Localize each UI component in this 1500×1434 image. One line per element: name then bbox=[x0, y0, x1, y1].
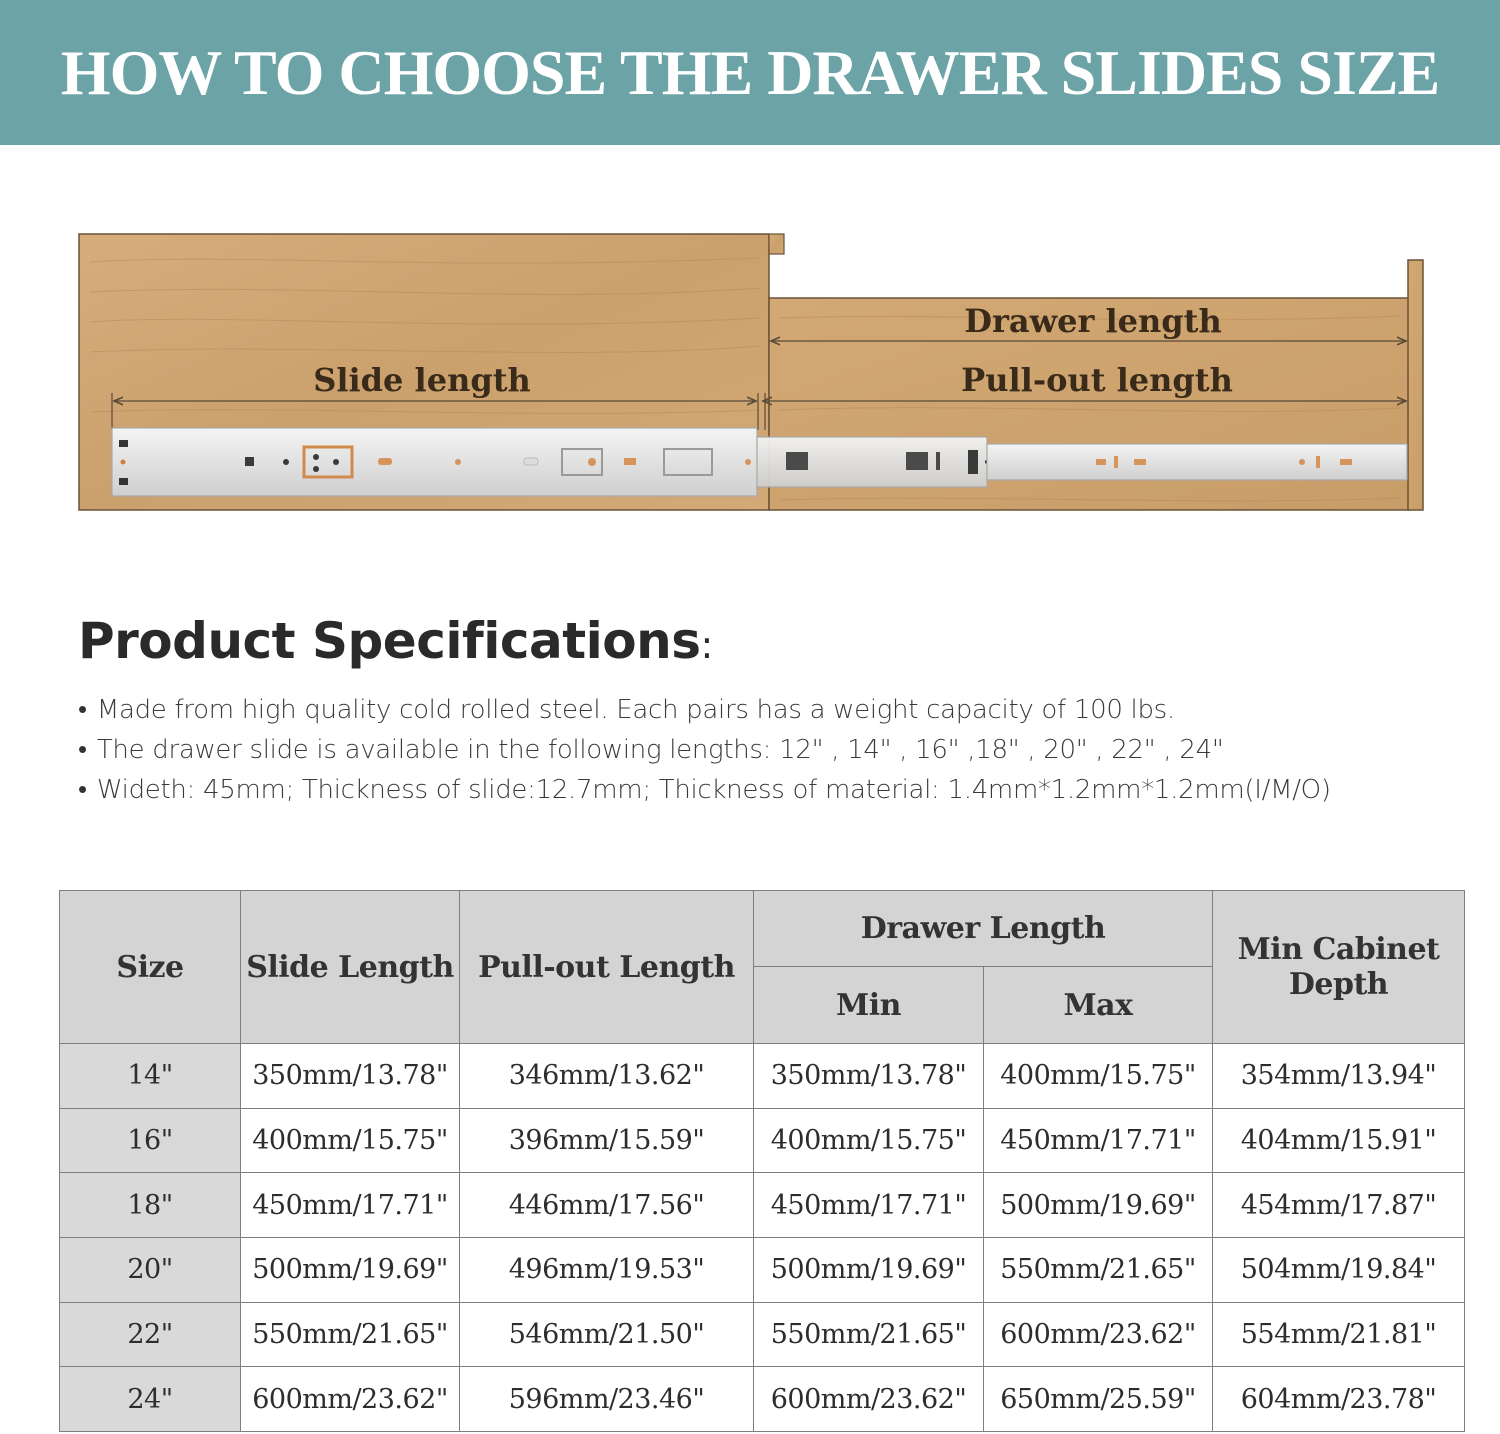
specifications-title: Product Specifications: bbox=[78, 612, 713, 670]
cell-slide-length: 550mm/21.65" bbox=[241, 1302, 460, 1367]
cell-drawer-max: 400mm/15.75" bbox=[984, 1044, 1213, 1109]
cell-drawer-max: 450mm/17.71" bbox=[984, 1108, 1213, 1173]
cell-cabinet-depth: 454mm/17.87" bbox=[1213, 1173, 1465, 1238]
cell-slide-length: 350mm/13.78" bbox=[241, 1044, 460, 1109]
drawer-front bbox=[1408, 260, 1423, 510]
header-max: Max bbox=[984, 967, 1213, 1044]
header-pullout-length: Pull-out Length bbox=[460, 891, 754, 1044]
cell-slide-length: 400mm/15.75" bbox=[241, 1108, 460, 1173]
cell-size: 20" bbox=[60, 1237, 241, 1302]
cell-drawer-min: 400mm/15.75" bbox=[754, 1108, 984, 1173]
cell-drawer-min: 550mm/21.65" bbox=[754, 1302, 984, 1367]
cell-drawer-min: 450mm/17.71" bbox=[754, 1173, 984, 1238]
cell-cabinet-depth: 404mm/15.91" bbox=[1213, 1108, 1465, 1173]
header-min: Min bbox=[754, 967, 984, 1044]
cell-drawer-min: 500mm/19.69" bbox=[754, 1237, 984, 1302]
cell-pullout-length: 446mm/17.56" bbox=[460, 1173, 754, 1238]
cell-pullout-length: 596mm/23.46" bbox=[460, 1367, 754, 1432]
cell-cabinet-depth: 504mm/19.84" bbox=[1213, 1237, 1465, 1302]
pullout-length-label: Pull-out length bbox=[961, 361, 1233, 399]
table-row bbox=[60, 1302, 1465, 1367]
table-row bbox=[60, 1044, 1465, 1109]
cell-cabinet-depth: 354mm/13.94" bbox=[1213, 1044, 1465, 1109]
specifications-list bbox=[78, 690, 1331, 810]
spec-bullet: • The drawer slide is available in the following lengths: 12" , 14" , 16" ,18" , 20" , 22" , 24" bbox=[78, 730, 1331, 770]
size-table bbox=[59, 890, 1465, 1432]
cell-pullout-length: 346mm/13.62" bbox=[460, 1044, 754, 1109]
cell-drawer-max: 600mm/23.62" bbox=[984, 1302, 1213, 1367]
cabinet-lip bbox=[769, 234, 784, 254]
table-row bbox=[60, 1108, 1465, 1173]
cell-pullout-length: 396mm/15.59" bbox=[460, 1108, 754, 1173]
spec-bullet: • Made from high quality cold rolled steel. Each pairs has a weight capacity of 100 lbs. bbox=[78, 690, 1331, 730]
header-slide-length: Slide Length bbox=[241, 891, 460, 1044]
cell-size: 16" bbox=[60, 1108, 241, 1173]
header-min-cabinet-depth: Min Cabinet Depth bbox=[1213, 891, 1465, 1044]
cell-size: 18" bbox=[60, 1173, 241, 1238]
page-title: HOW TO CHOOSE THE DRAWER SLIDES SIZE bbox=[60, 36, 1440, 108]
cell-drawer-max: 650mm/25.59" bbox=[984, 1367, 1213, 1432]
cell-size: 22" bbox=[60, 1302, 241, 1367]
cell-size: 24" bbox=[60, 1367, 241, 1432]
drawer-length-label: Drawer length bbox=[964, 302, 1222, 340]
cell-slide-length: 500mm/19.69" bbox=[241, 1237, 460, 1302]
cell-pullout-length: 496mm/19.53" bbox=[460, 1237, 754, 1302]
cell-size: 14" bbox=[60, 1044, 241, 1109]
cell-drawer-min: 350mm/13.78" bbox=[754, 1044, 984, 1109]
cell-cabinet-depth: 604mm/23.78" bbox=[1213, 1367, 1465, 1432]
spec-bullet: • Wideth: 45mm; Thickness of slide:12.7mm; Thickness of material: 1.4mm*1.2mm*1.2mm(I/M/O) bbox=[78, 770, 1331, 810]
drawer-slide-diagram bbox=[0, 0, 1500, 560]
cell-drawer-min: 600mm/23.62" bbox=[754, 1367, 984, 1432]
cell-slide-length: 600mm/23.62" bbox=[241, 1367, 460, 1432]
cell-cabinet-depth: 554mm/21.81" bbox=[1213, 1302, 1465, 1367]
cell-pullout-length: 546mm/21.50" bbox=[460, 1302, 754, 1367]
cell-drawer-max: 550mm/21.65" bbox=[984, 1237, 1213, 1302]
slide-outer-rail bbox=[112, 428, 757, 496]
cell-slide-length: 450mm/17.71" bbox=[241, 1173, 460, 1238]
header-drawer-length: Drawer Length bbox=[754, 891, 1213, 967]
cell-drawer-max: 500mm/19.69" bbox=[984, 1173, 1213, 1238]
slide-length-label: Slide length bbox=[313, 361, 531, 399]
header-size: Size bbox=[60, 891, 241, 1044]
table-row bbox=[60, 1237, 1465, 1302]
table-row bbox=[60, 1367, 1465, 1432]
table-row bbox=[60, 1173, 1465, 1238]
